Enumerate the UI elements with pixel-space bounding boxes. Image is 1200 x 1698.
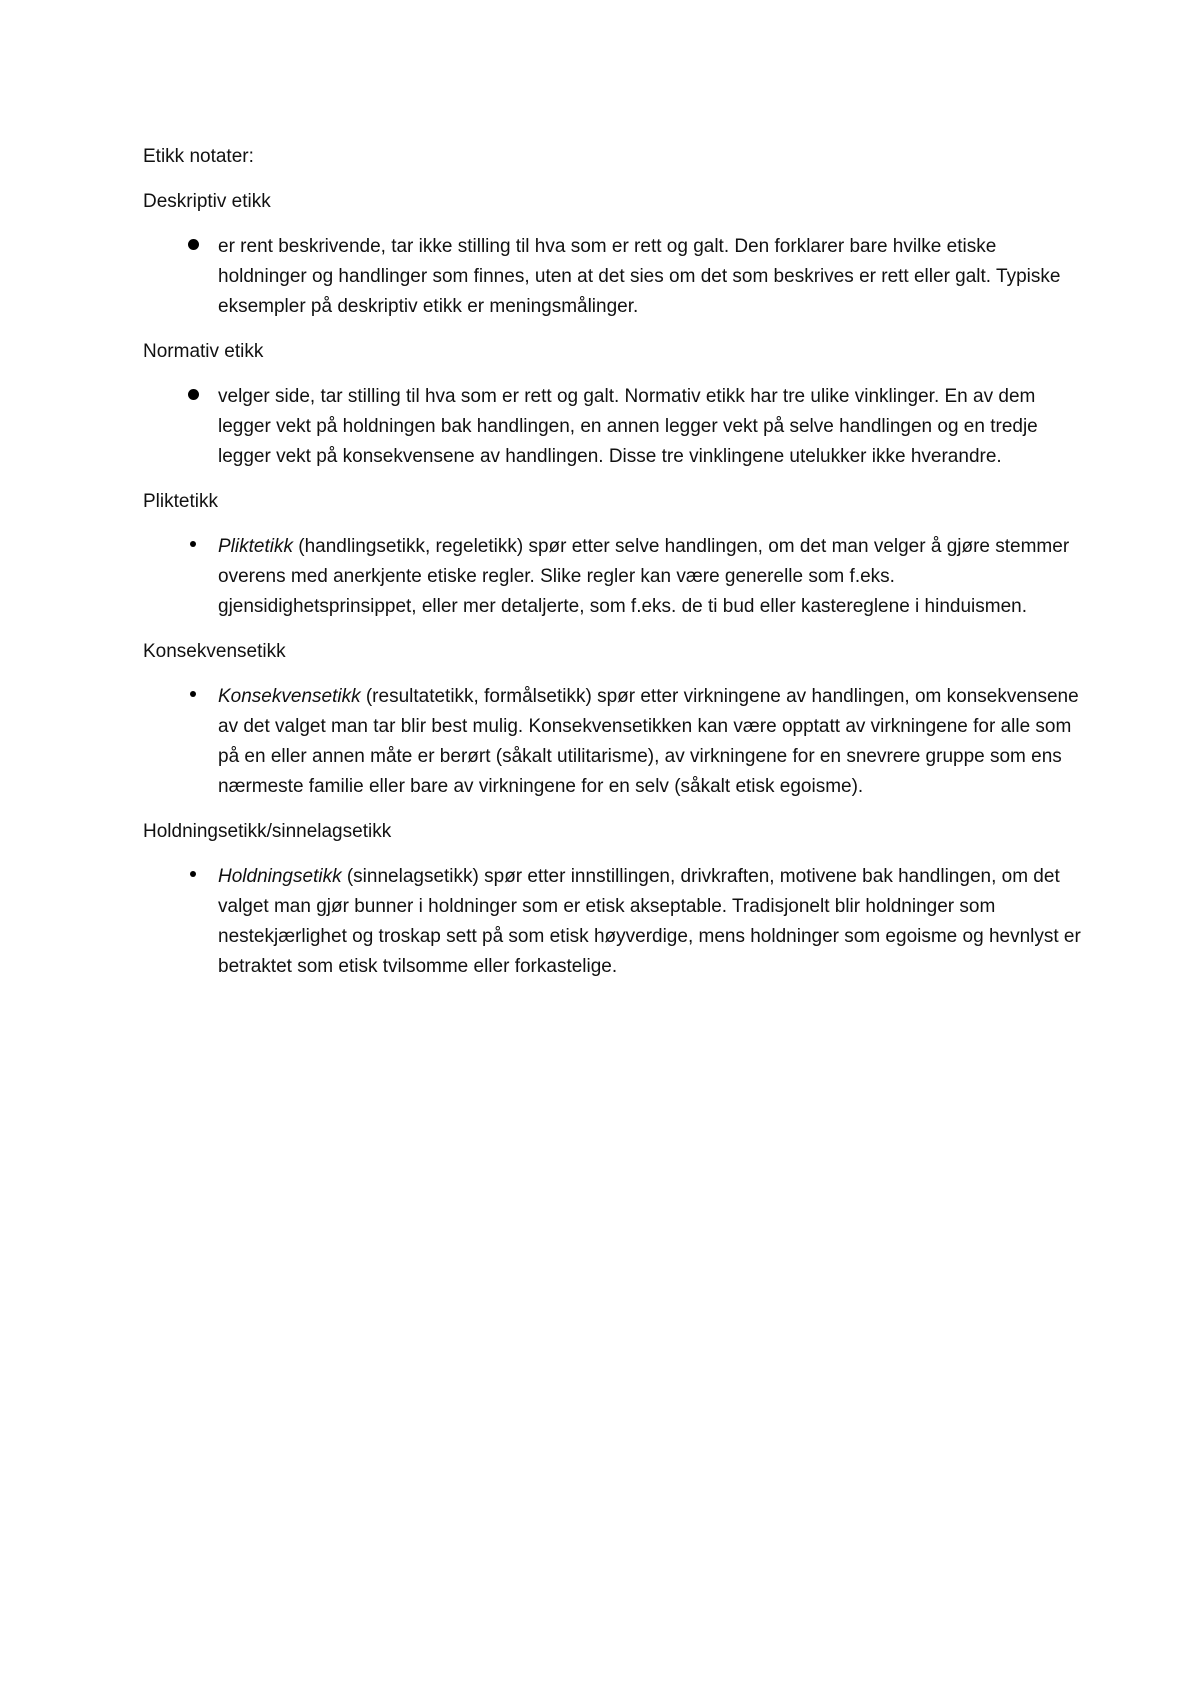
section-heading-pliktetikk: Pliktetikk [143, 491, 218, 512]
section-heading-konsekvensetikk: Konsekvensetikk [143, 641, 286, 662]
bullet-item-normativ [143, 382, 1083, 472]
bullet-item-pliktetikk [143, 532, 1083, 622]
section-heading-normativ: Normativ etikk [143, 341, 264, 362]
bullet-dot-icon [183, 382, 203, 412]
bullet-dot-icon [183, 682, 203, 712]
section-heading-holdningsetikk: Holdningsetikk/sinnelagsetikk [143, 821, 392, 842]
bullet-term: Holdningsetikk [218, 866, 342, 887]
bullet-text: (sinnelagsetikk) spør etter innstillingen, drivkraften, motivene bak handlingen, om det valget man gjør bunner i holdninger som er etisk akseptable. Tradisjonelt blir holdninger som nestekjærlighet og troskap sett på som etisk høyverdige, mens holdninger som egoisme og hevnlyst er betraktet som etisk tvilsomme eller forkastelige. [218, 866, 1081, 977]
bullet-term: Pliktetikk [218, 536, 293, 557]
bullet-item-holdningsetikk [143, 862, 1083, 982]
bullet-item-deskriptiv [143, 232, 1083, 322]
bullet-dot-icon [183, 862, 203, 892]
bullet-dot-icon [183, 532, 203, 562]
bullet-term: Konsekvensetikk [218, 686, 361, 707]
bullet-text: velger side, tar stilling til hva som er rett og galt. Normativ etikk har tre ulike vinklinger. En av dem legger vekt på holdningen bak handlingen, en annen legger vekt på selve handlingen og en tredje legger vekt på konsekvensene av handlingen. Disse tre vinklingene utelukker ikke hverandre. [218, 386, 1038, 467]
document-body [143, 142, 1083, 997]
bullet-dot-icon [183, 232, 203, 262]
document-title: Etikk notater: [143, 146, 254, 167]
bullet-item-konsekvensetikk [143, 682, 1083, 802]
section-heading-deskriptiv: Deskriptiv etikk [143, 191, 271, 212]
bullet-text: er rent beskrivende, tar ikke stilling til hva som er rett og galt. Den forklarer bare hvilke etiske holdninger og handlinger som finnes, uten at det sies om det som beskrives er rett eller galt. Typiske eksempler på deskriptiv etikk er meningsmålinger. [218, 236, 1061, 317]
bullet-text: (resultatetikk, formålsetikk) spør etter virkningene av handlingen, om konsekvensene av det valget man tar blir best mulig. Konsekvensetikken kan være opptatt av virkningene for alle som på en eller annen måte er berørt (såkalt utilitarisme), av virkningene for en snevrere gruppe som ens nærmeste familie eller bare av virkningene for en selv (såkalt etisk egoisme). [218, 686, 1079, 797]
bullet-text: (handlingsetikk, regeletikk) spør etter selve handlingen, om det man velger å gjøre stemmer overens med anerkjente etiske regler. Slike regler kan være generelle som f.eks. gjensidighetsprinsippet, eller mer detaljerte, som f.eks. de ti bud eller kastereglene i hinduismen. [218, 536, 1070, 617]
